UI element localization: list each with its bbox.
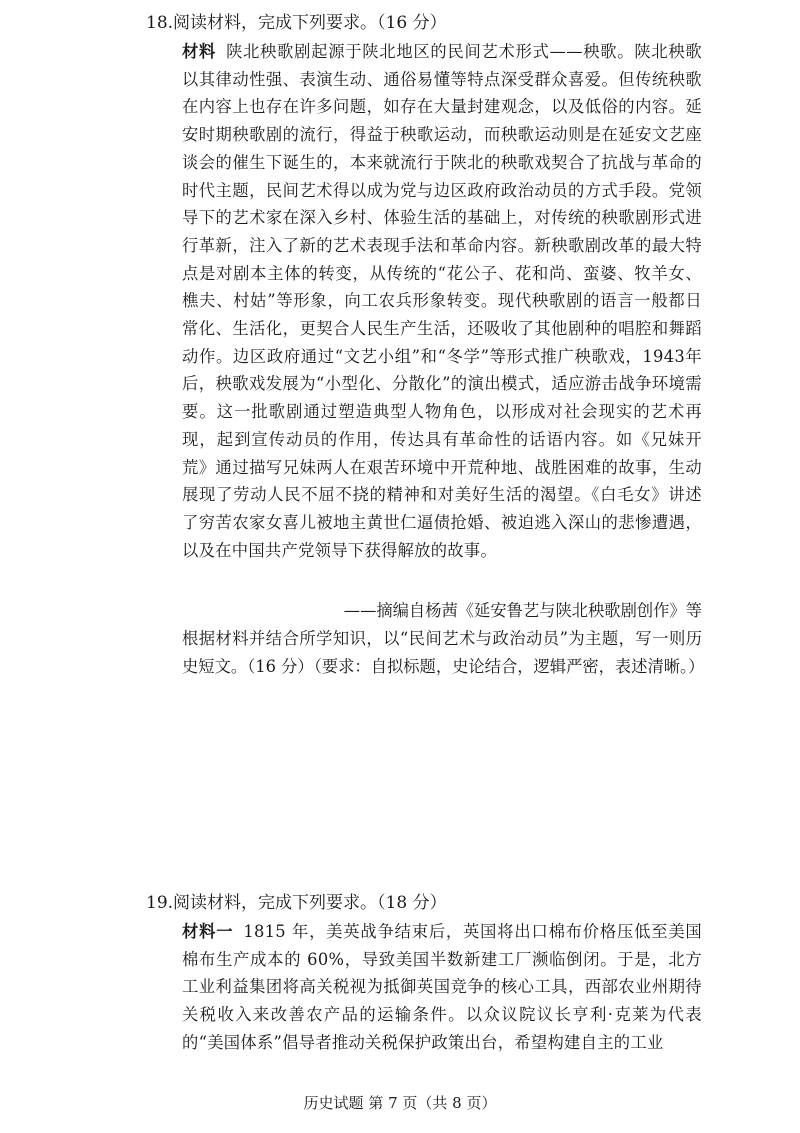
question-19-material-1 (182, 918, 702, 1057)
question-18-task: 根据材料并结合所学知识，以“民间艺术与政治动员”为主题，写一则历史短文。（16 分）（要求：自拟标题，史论结合，逻辑严密，表述清晰。） (182, 629, 705, 676)
question-18-heading: 18.阅读材料，完成下列要求。（16 分） (146, 13, 447, 33)
question-19-heading: 19.阅读材料，完成下列要求。（18 分） (146, 893, 447, 913)
material-1-label: 材料一 (182, 922, 234, 941)
material-1-text: 1815 年，美英战争结束后，英国将出口棉布价格压低至美国棉布生产成本的 60%，导致美国半数新建工厂濒临倒闭。于是，北方工业利益集团将高关税视为抵御英国竞争的核心工具，西部农业州期待关税收入来改善农产品的运输条件。以众议院议长亨利·克莱为代表的“美国体系”倡导者推动关税保护政策出台，希望构建自主的工业 (182, 922, 703, 1052)
material-source: ——摘编自杨茜《延安鲁艺与陕北秧歌剧创作》等 (343, 601, 702, 620)
material-text: 陕北秧歌剧起源于陕北地区的民间艺术形式——秧歌。陕北秧歌以其律动性强、表演生动、通俗易懂等特点深受群众喜爱。但传统秧歌在内容上也存在许多问题，如存在大量封建观念，以及低俗的内容。延安时期秧歌剧的流行，得益于秧歌运动，而秧歌运动则是在延安文艺座谈会的催生下诞生的，本来就流行于陕北的秧歌戏契合了抗战与革命的时代主题，民间艺术得以成为党与边区政府政治动员的方式手段。党领导下的艺术家在深入乡村、体验生活的基础上，对传统的秧歌剧形式进行革新，注入了新的艺术表现手法和革命内容。新秧歌剧改革的最大特点是对剧本主体的转变，从传统的“花公子、花和尚、蛮婆、牧羊女、樵夫、村姑”等形象，向工农兵形象转变。现代秧歌剧的语言一般都日常化、生活化，更契合人民生产生活，还吸收了其他剧种的唱腔和舞蹈动作。边区政府通过“文艺小组”和“冬学”等形式推广秧歌戏，1943年后，秧歌戏发展为“小型化、分散化”的演出模式，适应游击战争环境需要。这一批歌剧通过塑造典型人物角色，以形成对社会现实的艺术再现，起到宣传动员的作用，传达具有革命性的话语内容。如《兄妹开荒》通过描写兄妹两人在艰苦环境中开荒种地、战胜困难的故事，生动展现了劳动人民不屈不挠的精神和对美好生活的渴望。《白毛女》讲述了穷苦农家女喜儿被地主黄世仁逼债抢婚、被迫逃入深山的悲惨遭遇，以及在中国共产党领导下获得解放的故事。 (182, 42, 702, 560)
material-label: 材料 (182, 42, 217, 61)
page-footer: 历史试题 第 7 页（共 8 页） (303, 1094, 497, 1112)
question-18-material (182, 38, 702, 564)
